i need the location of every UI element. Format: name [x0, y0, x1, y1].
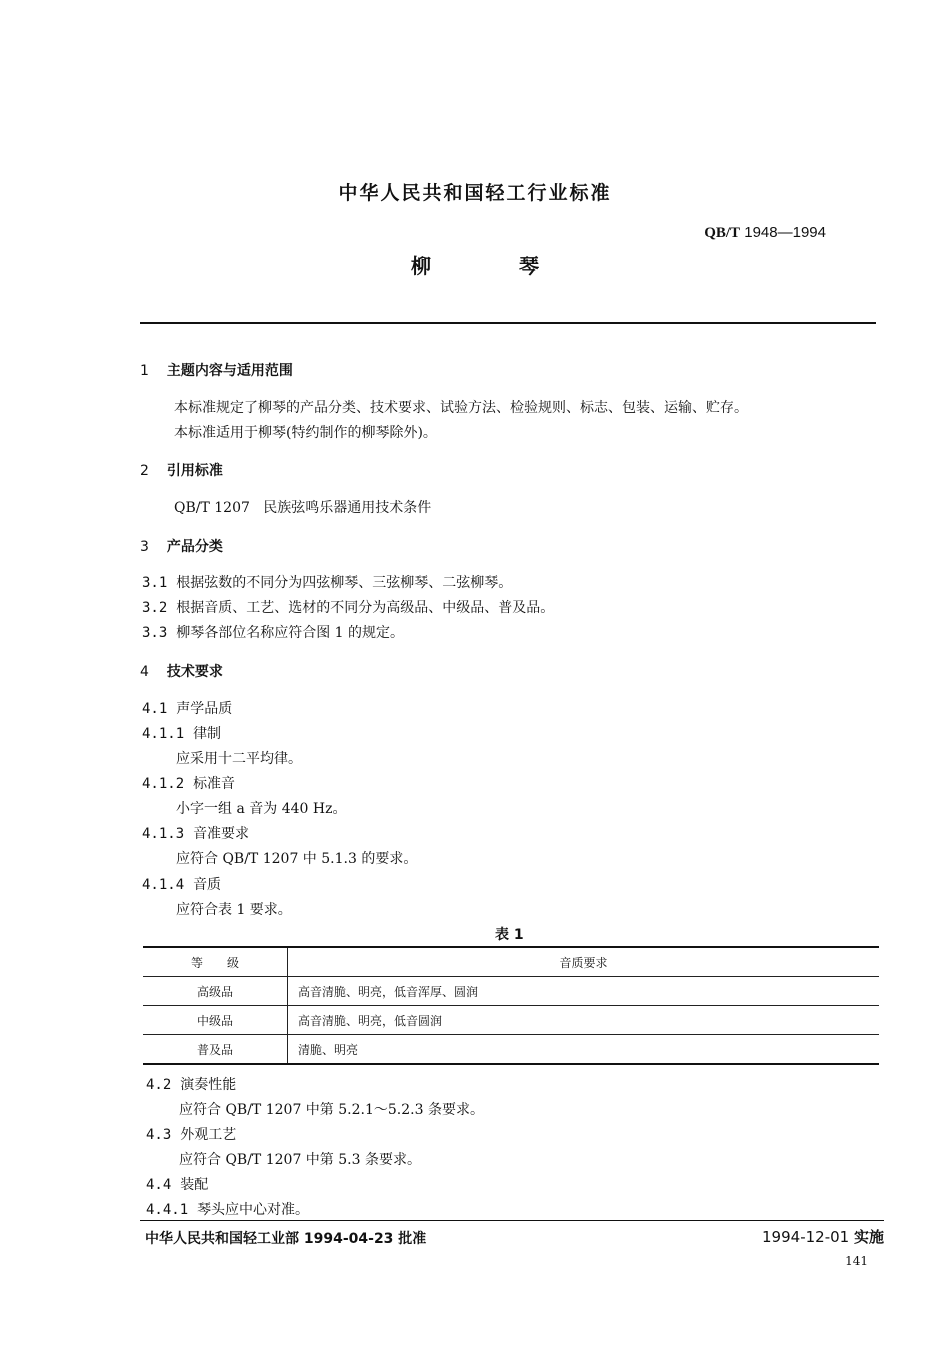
clause-4-1 — [142, 698, 232, 718]
clause-text: 柳琴各部位名称应符合图 1 的规定。 — [176, 625, 405, 641]
effective-date: 1994-12-01 — [762, 1228, 850, 1246]
section-title: 产品分类 — [166, 539, 223, 555]
clause-3-1 — [142, 572, 512, 592]
clause-text: 音质 — [193, 877, 222, 893]
table-row — [143, 1006, 879, 1035]
table-1 — [143, 946, 879, 1065]
clause-number: 3.2 — [142, 600, 168, 616]
clause-4-1-4-body: 应符合表 1 要求。 — [176, 902, 292, 918]
section-number: 4 — [140, 664, 149, 680]
section-title: 主题内容与适用范围 — [166, 363, 293, 379]
standard-code — [704, 224, 826, 242]
clause-4-1-3-body: 应符合 QB/T 1207 中 5.1.3 的要求。 — [176, 851, 418, 867]
clause-number: 4.4 — [146, 1177, 172, 1193]
clause-number: 4.1 — [142, 701, 168, 717]
table-row — [143, 977, 879, 1006]
section-4-heading — [140, 661, 223, 681]
clause-number: 4.1.4 — [142, 877, 185, 893]
clause-4-1-2 — [142, 773, 235, 793]
clause-4-2 — [146, 1074, 236, 1094]
clause-4-1-1-body: 应采用十二平均律。 — [176, 751, 302, 767]
clause-4-4 — [146, 1174, 208, 1194]
section-number: 2 — [140, 463, 149, 479]
clause-4-2-body: 应符合 QB/T 1207 中第 5.2.1～5.2.3 条要求。 — [179, 1102, 484, 1118]
cell-grade: 中级品 — [143, 1006, 288, 1035]
clause-4-1-2-body: 小字一组 a 音为 440 Hz。 — [176, 801, 347, 817]
approval-line: 中华人民共和国轻工业部 1994-04-23 批准 — [145, 1231, 427, 1247]
section-number: 1 — [140, 363, 149, 379]
cell-requirement: 高音清脆、明亮，低音圆润 — [288, 1006, 880, 1035]
clause-4-3-body: 应符合 QB/T 1207 中第 5.3 条要求。 — [179, 1152, 421, 1168]
clause-4-1-4 — [142, 874, 221, 894]
clause-text: 音准要求 — [193, 826, 250, 842]
section-1-para-2: 本标准适用于柳琴(特约制作的柳琴除外)。 — [174, 425, 437, 441]
clause-4-4-1 — [146, 1199, 309, 1219]
standard-title: 中华人民共和国轻工行业标准 — [338, 182, 612, 204]
cell-requirement: 清脆、明亮 — [288, 1035, 880, 1065]
reference-item: QB/T 1207 民族弦鸣乐器通用技术条件 — [174, 500, 432, 516]
clause-text: 演奏性能 — [180, 1077, 237, 1093]
table-header-row — [143, 947, 879, 977]
code-number: 1948—1994 — [744, 224, 826, 241]
clause-text: 琴头应中心对准。 — [197, 1202, 310, 1218]
clause-number: 3.3 — [142, 625, 168, 641]
header-grade: 等 级 — [143, 947, 288, 977]
section-number: 3 — [140, 539, 149, 555]
section-title: 引用标准 — [166, 463, 223, 479]
clause-text: 标准音 — [193, 776, 236, 792]
section-1-para-1: 本标准规定了柳琴的产品分类、技术要求、试验方法、检验规则、标志、包装、运输、贮存。 — [174, 400, 748, 416]
cell-grade: 高级品 — [143, 977, 288, 1006]
clause-3-3 — [142, 622, 404, 642]
document-subject — [0, 250, 950, 279]
footer-rule — [140, 1220, 884, 1221]
clause-text: 装配 — [180, 1177, 209, 1193]
clause-4-3 — [146, 1124, 236, 1144]
cell-requirement: 高音清脆、明亮，低音浑厚、圆润 — [288, 977, 880, 1006]
table-row — [143, 1035, 879, 1065]
effective-line — [762, 1226, 884, 1247]
clause-number: 4.2 — [146, 1077, 172, 1093]
clause-number: 3.1 — [142, 575, 168, 591]
subject-char-1: 柳 — [411, 254, 431, 278]
code-prefix: QB/T — [704, 225, 741, 241]
header-requirement: 音质要求 — [288, 947, 880, 977]
clause-text: 根据音质、工艺、选材的不同分为高级品、中级品、普及品。 — [176, 600, 555, 616]
clause-number: 4.4.1 — [146, 1202, 189, 1218]
section-2-heading — [140, 460, 223, 480]
page-number: 141 — [845, 1254, 868, 1268]
clause-number: 4.1.2 — [142, 776, 185, 792]
clause-4-1-1 — [142, 723, 221, 743]
subject-char-2: 琴 — [519, 254, 539, 278]
clause-text: 声学品质 — [176, 701, 233, 717]
clause-text: 外观工艺 — [180, 1127, 237, 1143]
effective-label: 实施 — [853, 1228, 884, 1246]
cell-grade: 普及品 — [143, 1035, 288, 1065]
section-3-heading — [140, 536, 223, 556]
clause-text: 律制 — [193, 726, 222, 742]
clause-text: 根据弦数的不同分为四弦柳琴、三弦柳琴、二弦柳琴。 — [176, 575, 513, 591]
clause-3-2 — [142, 597, 554, 617]
clause-number: 4.1.1 — [142, 726, 185, 742]
section-1-heading — [140, 360, 293, 380]
header-rule — [140, 322, 876, 324]
clause-number: 4.1.3 — [142, 826, 185, 842]
section-title: 技术要求 — [166, 664, 223, 680]
table-1-caption: 表 1 — [495, 927, 524, 943]
clause-4-1-3 — [142, 823, 249, 843]
clause-number: 4.3 — [146, 1127, 172, 1143]
